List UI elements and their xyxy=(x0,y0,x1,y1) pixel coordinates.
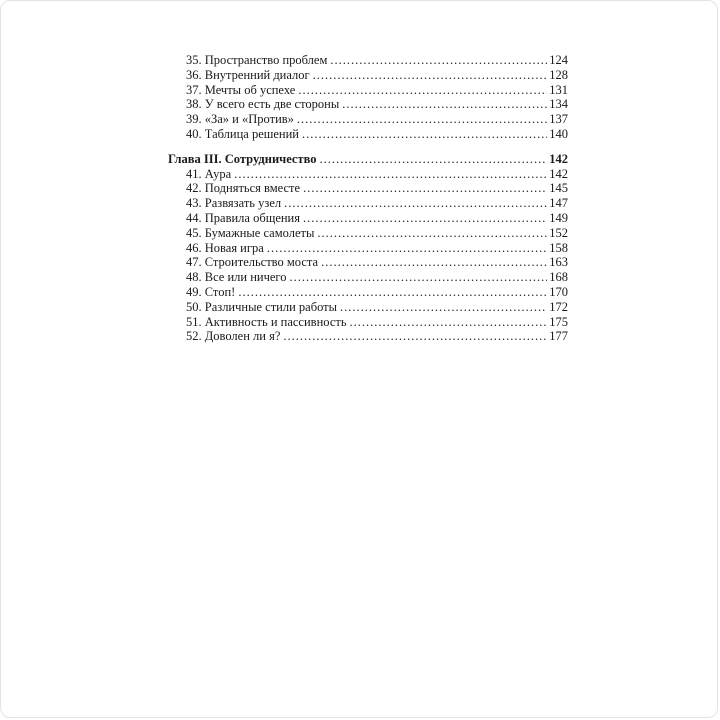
table-of-contents xyxy=(168,53,568,344)
dot-leader xyxy=(303,181,547,196)
dot-leader xyxy=(234,167,547,182)
toc-entry xyxy=(168,255,568,270)
toc-entry-page: 158 xyxy=(549,240,568,255)
dot-leader xyxy=(289,270,547,285)
toc-entry xyxy=(168,53,568,68)
dot-leader xyxy=(303,211,547,226)
dot-leader xyxy=(313,68,548,83)
toc-entry xyxy=(168,181,568,196)
toc-entry-title: 36. Внутренний диалог xyxy=(186,67,310,82)
toc-entry-title: 47. Строительство моста xyxy=(186,255,319,270)
toc-entry-title: 44. Правила общения xyxy=(186,210,300,225)
toc-entry-title: Глава III. Сотрудничество xyxy=(168,151,317,166)
dot-leader xyxy=(317,226,547,241)
toc-entry-title: 43. Развязать узел xyxy=(186,196,282,211)
toc-entry-title: 40. Таблица решений xyxy=(186,126,300,141)
toc-entry-title: 51. Активность и пассивность xyxy=(186,314,347,329)
toc-entry xyxy=(168,196,568,211)
dot-leader xyxy=(297,112,547,127)
toc-entry-page: 172 xyxy=(549,299,568,314)
toc-entry-page: 149 xyxy=(549,210,568,225)
toc-entry xyxy=(168,226,568,241)
toc-entry-page: 124 xyxy=(549,53,568,67)
toc-entry xyxy=(168,270,568,285)
toc-entry-title: 35. Пространство проблем xyxy=(186,53,328,67)
toc-entry xyxy=(168,285,568,300)
dot-leader xyxy=(284,196,547,211)
toc-entry xyxy=(168,241,568,256)
toc-entry-page: 168 xyxy=(549,270,568,285)
toc-entry-page: 145 xyxy=(549,181,568,196)
toc-entry-title: 46. Новая игра xyxy=(186,240,264,255)
toc-entry xyxy=(168,127,568,142)
toc-entry-title: 41. Аура xyxy=(186,166,232,181)
toc-chapter-heading xyxy=(168,152,568,167)
toc-entry xyxy=(168,83,568,98)
toc-entry-page: 137 xyxy=(549,112,568,127)
toc-entry-page: 140 xyxy=(549,126,568,141)
toc-entry xyxy=(168,300,568,315)
toc-entry-title: 49. Стоп! xyxy=(186,284,236,299)
toc-entry-page: 142 xyxy=(549,151,568,166)
dot-leader xyxy=(321,255,547,270)
dot-leader xyxy=(283,329,547,344)
toc-entry-page: 147 xyxy=(549,196,568,211)
dot-leader xyxy=(342,97,547,112)
toc-entry-page: 128 xyxy=(549,67,568,82)
toc-entry-page: 163 xyxy=(549,255,568,270)
toc-entry xyxy=(168,97,568,112)
dot-leader xyxy=(350,315,548,330)
dot-leader xyxy=(340,300,547,315)
toc-entry-title: 50. Различные стили работы xyxy=(186,299,338,314)
toc-entry-page: 134 xyxy=(549,97,568,112)
toc-entry-title: 39. «За» и «Против» xyxy=(186,112,294,127)
toc-entry-title: 38. У всего есть две стороны xyxy=(186,97,340,112)
toc-entry-page: 175 xyxy=(549,314,568,329)
toc-entry xyxy=(168,68,568,83)
toc-entry-page: 131 xyxy=(549,82,568,97)
toc-entry xyxy=(168,329,568,344)
toc-entry xyxy=(168,315,568,330)
toc-entry xyxy=(168,211,568,226)
toc-entry-title: 52. Доволен ли я? xyxy=(186,329,281,344)
dot-leader xyxy=(298,83,547,98)
toc-entry-page: 142 xyxy=(549,166,568,181)
dot-leader xyxy=(238,285,547,300)
toc-entry-title: 42. Подняться вместе xyxy=(186,181,301,196)
dot-leader xyxy=(267,241,547,256)
toc-entry-page: 152 xyxy=(549,225,568,240)
toc-entry-title: 48. Все или ничего xyxy=(186,270,287,285)
toc-entry-title: 45. Бумажные самолеты xyxy=(186,225,315,240)
toc-entry-page: 170 xyxy=(549,284,568,299)
dot-leader xyxy=(330,53,547,68)
toc-entry-title: 37. Мечты об успехе xyxy=(186,82,296,97)
toc-entry xyxy=(168,112,568,127)
toc-entry-page: 177 xyxy=(549,329,568,344)
toc-entry xyxy=(168,167,568,182)
dot-leader xyxy=(320,152,548,167)
dot-leader xyxy=(302,127,547,142)
